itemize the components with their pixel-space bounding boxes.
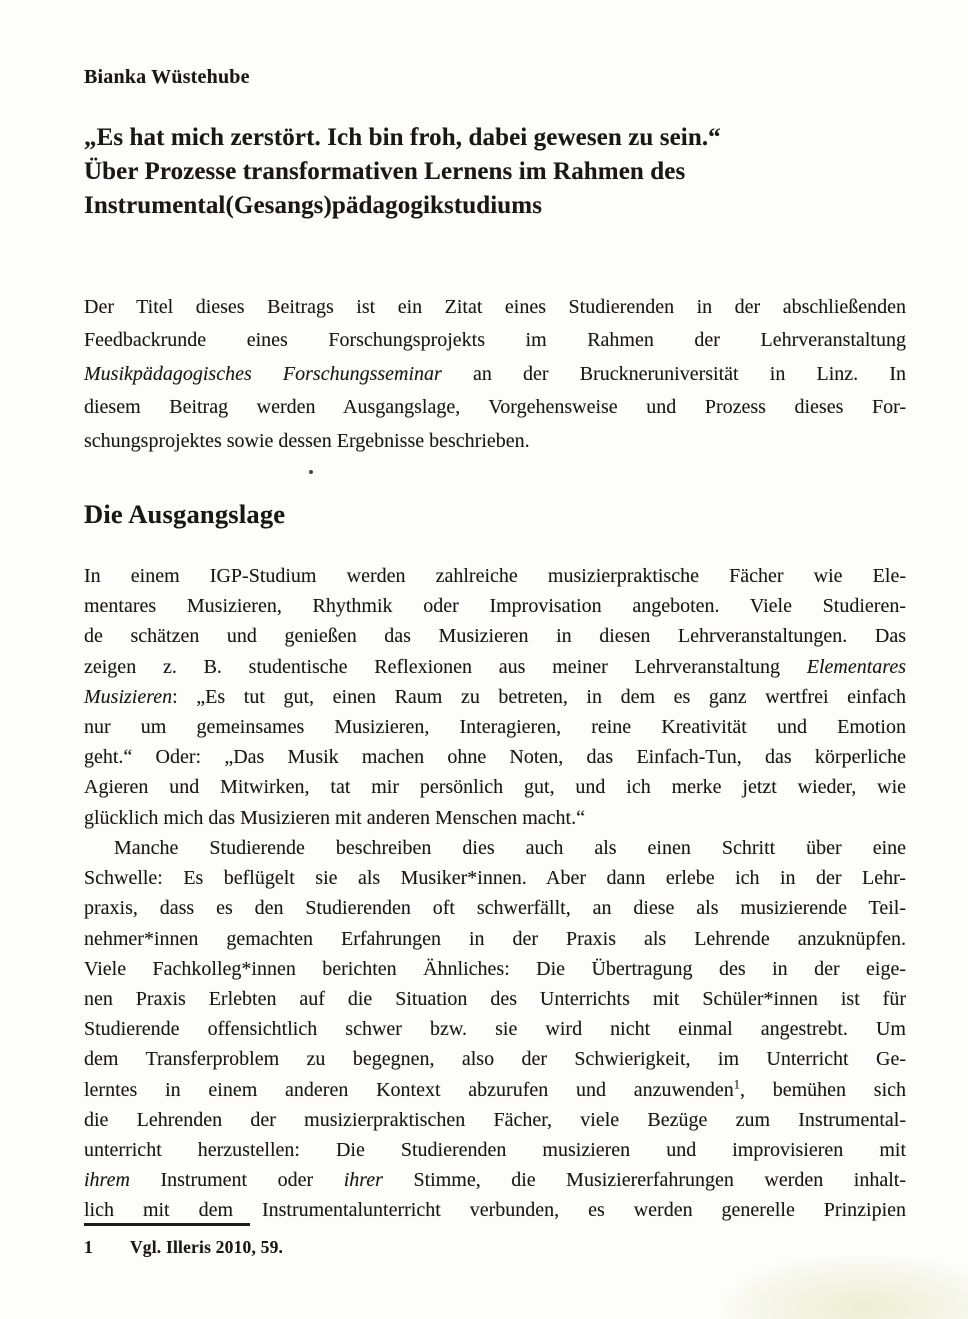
title-line: Über Prozesse transformativen Lernens im Rahmen des	[84, 158, 686, 185]
text-run: geht.“ Oder: „Das Musik machen ohne Noten, das Einfach-Tun, das körperliche	[84, 746, 906, 769]
text-line	[84, 833, 906, 863]
text-line	[84, 1195, 906, 1225]
text-run: Viele Fachkolleg*innen berichten Ähnliches: Die Übertragung des in der eige-	[84, 957, 906, 980]
italic-text-run: Elementares	[806, 655, 906, 678]
text-run: unterricht herzustellen: Die Studierenden musizieren und improvisieren mit	[84, 1139, 906, 1162]
footnote-text: Vgl. Illeris 2010, 59.	[129, 1237, 284, 1257]
text-run: glücklich mich das Musizieren mit anderen Menschen macht.“	[84, 806, 585, 829]
text-run: Der Titel dieses Beitrags ist ein Zitat eines Studierenden in der abschließenden	[84, 296, 906, 318]
text-run: lerntes in einem anderen Kontext abzurufen und anzuwenden	[84, 1078, 734, 1101]
text-run: , bemühen sich	[739, 1078, 906, 1101]
text-run: nen Praxis Erlebten auf die Situation des Unterrichts mit Schüler*innen ist für	[84, 988, 906, 1011]
article-title	[84, 121, 924, 223]
italic-text-run: ihrer	[343, 1169, 383, 1192]
footnote-separator	[84, 1223, 250, 1226]
author-line: Bianka Wüstehube	[84, 66, 250, 88]
text-run: Stimme, die Musiziererfahrungen werden inhalt-	[382, 1169, 906, 1192]
text-line	[84, 1044, 906, 1074]
text-line	[84, 924, 906, 954]
title-line: „Es hat mich zerstört. Ich bin froh, dabei gewesen zu sein.“	[84, 124, 721, 151]
text-line	[84, 652, 906, 682]
text-run: diesem Beitrag werden Ausgangslage, Vorgehensweise und Prozess dieses For-	[84, 396, 906, 419]
text-line	[84, 1075, 906, 1105]
title-line: Instrumental(Gesangs)pädagogikstudiums	[84, 192, 543, 219]
text-line	[84, 742, 906, 772]
text-line	[84, 984, 906, 1014]
text-line	[84, 803, 906, 833]
section-heading: Die Ausgangslage	[84, 499, 286, 529]
text-line	[84, 291, 906, 324]
text-run: praxis, dass es den Studierenden oft schwerfällt, an diese als musizierende Teil-	[84, 897, 906, 920]
text-run: Instrument oder	[129, 1169, 344, 1192]
text-run: nur um gemeinsames Musizieren, Interagieren, reine Kreativität und Emotion	[84, 716, 906, 739]
italic-text-run: Musizieren	[84, 685, 173, 708]
text-line	[84, 863, 906, 893]
text-line	[84, 682, 906, 712]
text-line	[84, 772, 906, 802]
text-line	[84, 712, 906, 742]
text-run: de schätzen und genießen das Musizieren in diesen Lehrveranstaltungen. Das	[84, 625, 906, 648]
abstract-paragraph	[84, 291, 906, 458]
text-line	[84, 358, 906, 391]
footnote-marker: 1	[84, 1237, 93, 1257]
scan-smudge	[720, 1255, 968, 1319]
footnote-reference: 1	[733, 1076, 740, 1091]
text-run: zeigen z. B. studentische Reflexionen aus meiner Lehrveranstaltung	[84, 655, 807, 678]
text-line	[84, 425, 906, 458]
text-run: an der Bruckneruniversität in Linz. In	[441, 362, 907, 385]
footnote	[84, 1237, 784, 1258]
text-run: lich mit dem Instrumentalunterricht verbunden, es werden generelle Prinzipien	[84, 1199, 906, 1222]
text-line	[84, 621, 906, 651]
text-run: nehmer*innen gemachten Erfahrungen in der Praxis als Lehrende anzuknüpfen.	[84, 927, 906, 950]
text-run: Feedbackrunde eines Forschungsprojekts im Rahmen der Lehrveranstaltung	[84, 329, 906, 352]
text-line	[84, 324, 906, 357]
text-line	[84, 893, 906, 923]
text-line	[84, 1135, 906, 1165]
ink-speck	[309, 470, 313, 474]
text-run: Agieren und Mitwirken, tat mir persönlich gut, und ich merke jetzt wieder, wie	[84, 776, 906, 799]
text-line	[84, 1014, 906, 1044]
text-run: Manche Studierende beschreiben dies auch als einen Schritt über eine	[114, 837, 906, 859]
text-line	[84, 591, 906, 621]
italic-text-run: Musikpädagogisches Forschungsseminar	[84, 362, 442, 385]
text-run: dem Transferproblem zu begegnen, also der Schwierigkeit, im Unterricht Ge-	[84, 1048, 906, 1071]
text-line	[84, 391, 906, 424]
italic-text-run: ihrem	[84, 1169, 130, 1192]
text-run: : „Es tut gut, einen Raum zu betreten, in dem es ganz wertfrei einfach	[172, 685, 906, 708]
text-run: mentares Musizieren, Rhythmik oder Improvisation angeboten. Viele Studieren-	[84, 595, 906, 618]
text-line	[84, 954, 906, 984]
text-run: die Lehrenden der musizierpraktischen Fächer, viele Bezüge zum Instrumental-	[84, 1108, 906, 1131]
text-run: Studierende offensichtlich schwer bzw. sie wird nicht einmal angestrebt. Um	[84, 1018, 906, 1041]
text-run: Schwelle: Es beflügelt sie als Musiker*innen. Aber dann erlebe ich in der Lehr-	[84, 867, 906, 890]
text-line	[84, 561, 906, 591]
text-run: schungsprojektes sowie dessen Ergebnisse beschrieben.	[84, 429, 530, 452]
body-paragraph	[84, 561, 906, 833]
text-line	[84, 1105, 906, 1135]
text-run: In einem IGP-Studium werden zahlreiche musizierpraktische Fächer wie Ele-	[84, 565, 906, 587]
body-paragraph	[84, 833, 906, 1226]
text-line	[84, 1165, 906, 1195]
